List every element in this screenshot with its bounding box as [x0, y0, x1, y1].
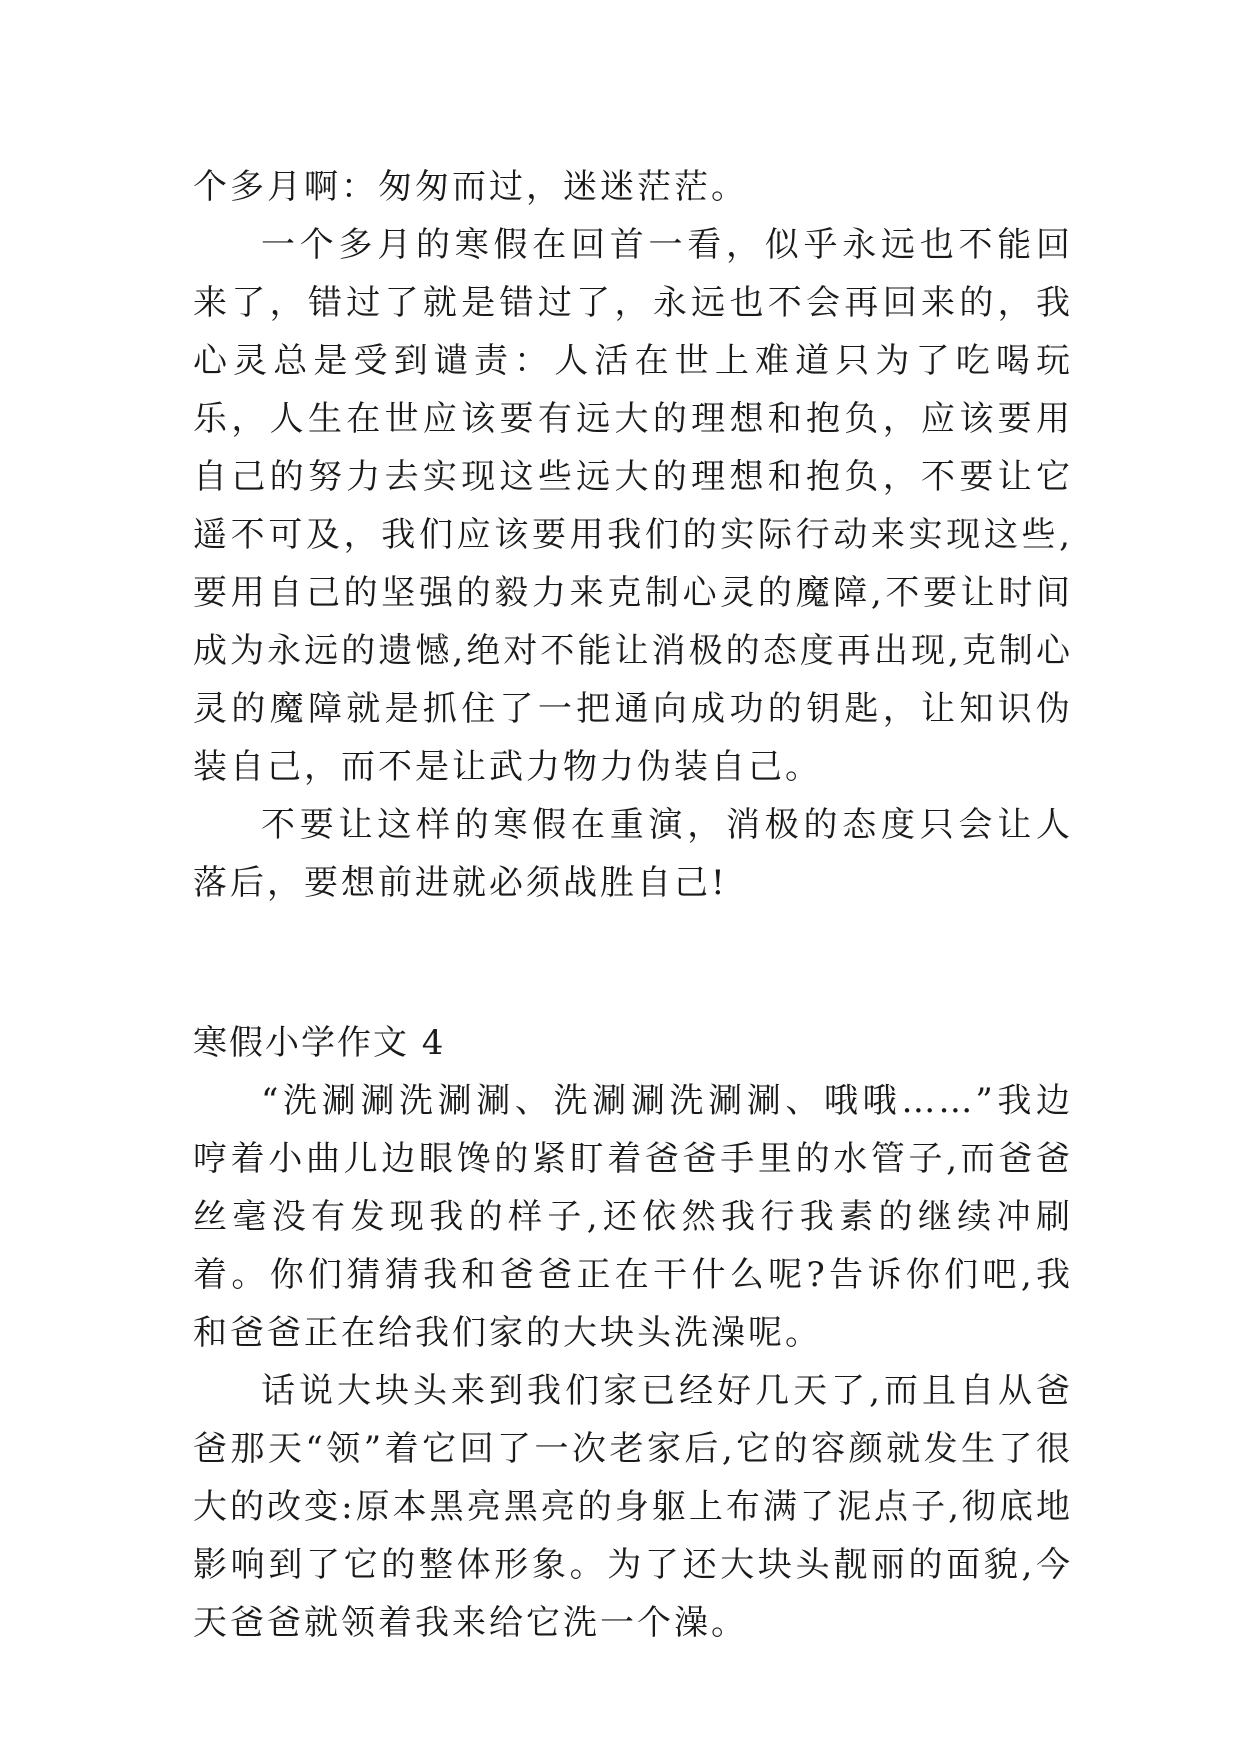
- paragraph-conclusion: 不要让这样的寒假在重演，消极的态度只会让人落后，要想前进就必须战胜自己!: [193, 805, 1073, 903]
- document-body: [193, 158, 1073, 1652]
- paragraph-continuation: 个多月啊：匆匆而过，迷迷茫茫。: [193, 167, 748, 207]
- paragraph-story: 话说大块头来到我们家已经好几天了,而且自从爸爸那天“领”着它回了一次老家后,它的容颜就发生了很大的改变:原本黑亮黑亮的身躯上布满了泥点子,彻底地影响到了它的整体形象。为了还大块头靓丽的面貌,今天爸爸就领着我来给它洗一个澡。: [193, 1371, 1073, 1643]
- section-title: 寒假小学作文 4: [193, 1023, 446, 1063]
- section-gap: [193, 912, 1073, 1014]
- paragraph-opening: “洗涮涮洗涮涮、洗涮涮洗涮涮、哦哦……”我边哼着小曲儿边眼馋的紧盯着爸爸手里的水管子,而爸爸丝毫没有发现我的样子,还依然我行我素的继续冲刷着。你们猜猜我和爸爸正在干什么呢?告诉你们吧,我和爸爸正在给我们家的大块头洗澡呢。: [193, 1081, 1073, 1353]
- paragraph-reflection: 一个多月的寒假在回首一看，似乎永远也不能回来了，错过了就是错过了，永远也不会再回来的，我心灵总是受到谴责：人活在世上难道只为了吃喝玩乐，人生在世应该要有远大的理想和抱负，应该要用自己的努力去实现这些远大的理想和抱负，不要让它遥不可及，我们应该要用我们的实际行动来实现这些,要用自己的坚强的毅力来克制心灵的魔障,不要让时间成为永远的遗憾,绝对不能让消极的态度再出现,克制心灵的魔障就是抓住了一把通向成功的钥匙，让知识伪装自己，而不是让武力物力伪装自己。: [193, 225, 1073, 787]
